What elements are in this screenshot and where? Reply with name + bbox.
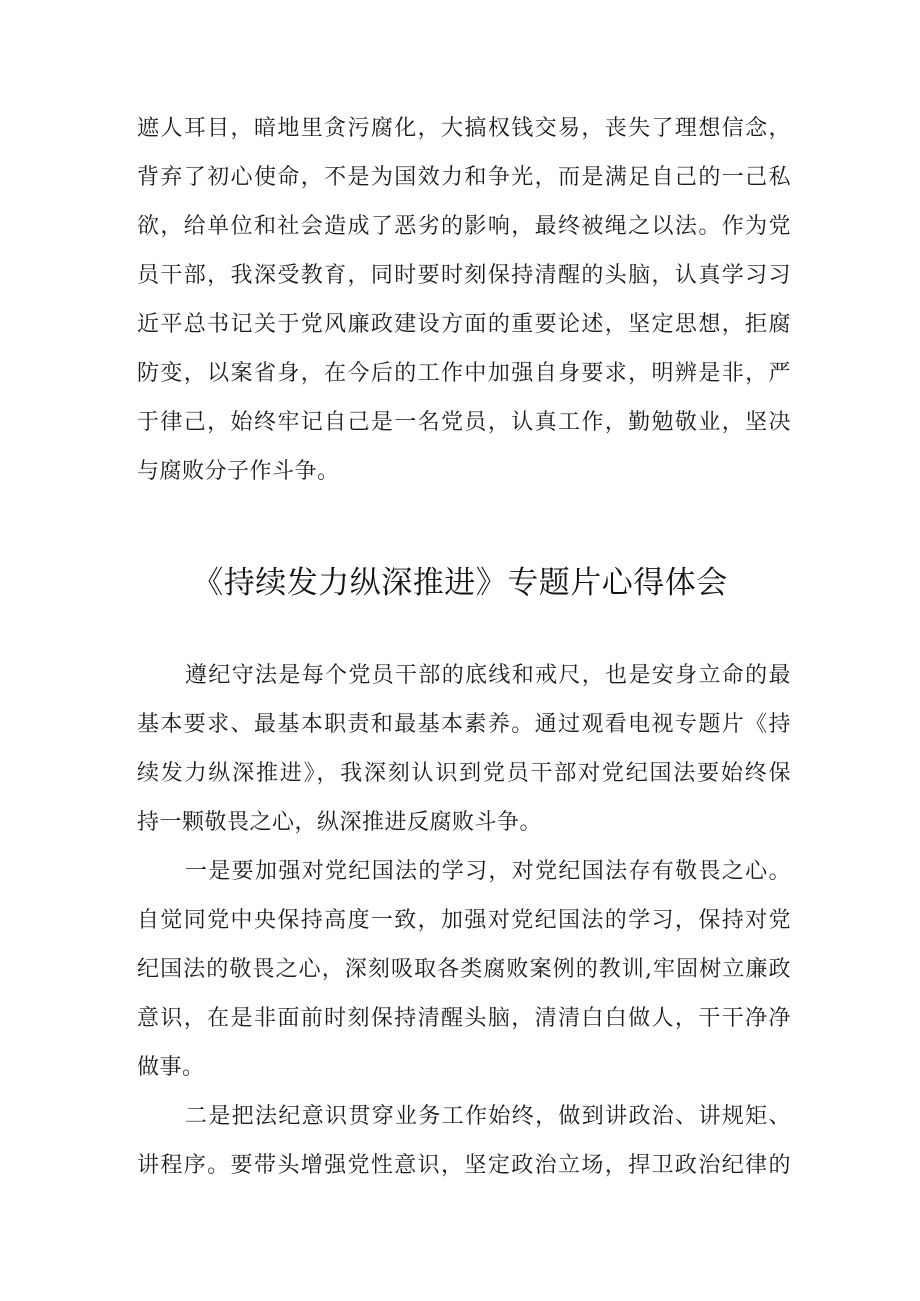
paragraph-line: 做事。 — [137, 1055, 205, 1080]
paragraph-line: 防变，以案省身，在今后的工作中加强自身要求，明辨是非，严 — [137, 361, 791, 386]
paragraph-line: 员干部，我深受教育，同时要时刻保持清醒的头脑，认真学习习 — [137, 263, 791, 288]
paragraph-line: 续发力纵深推进》，我深刻认识到党员干部对党纪国法要始终保 — [137, 761, 791, 786]
paragraph-line: 遮人耳目，暗地里贪污腐化，大搞权钱交易，丧失了理想信念， — [137, 116, 791, 141]
paragraph-line: 于律己，始终牢记自己是一名党员，认真工作，勤勉敬业，坚决 — [137, 410, 791, 435]
paragraph-line: 一是要加强对党纪国法的学习，对党纪国法存有敬畏之心。 — [185, 859, 791, 884]
paragraph-line: 背弃了初心使命，不是为国效力和争光，而是满足自己的一己私 — [137, 165, 791, 190]
paragraph-line: 讲程序。要带头增强党性意识，坚定政治立场，捍卫政治纪律的 — [137, 1153, 791, 1178]
paragraph-line: 欲，给单位和社会造成了恶劣的影响，最终被绳之以法。作为党 — [137, 214, 791, 239]
paragraph-line: 近平总书记关于党风廉政建设方面的重要论述，坚定思想，拒腐 — [137, 312, 791, 337]
paragraph-line: 意识，在是非面前时刻保持清醒头脑，清清白白做人，干干净净 — [137, 1006, 791, 1031]
paragraph-line: 基本要求、最基本职责和最基本素养。通过观看电视专题片《持 — [137, 712, 791, 737]
paragraph-line: 二是把法纪意识贯穿业务工作始终，做到讲政治、讲规矩、 — [185, 1104, 791, 1129]
paragraph-2 — [137, 847, 791, 1092]
paragraph-line: 持一颗敬畏之心，纵深推进反腐败斗争。 — [137, 810, 543, 835]
paragraph-line: 纪国法的敬畏之心，深刻吸取各类腐败案例的教训,牢固树立廉政 — [137, 957, 791, 982]
paragraph-line: 与腐败分子作斗争。 — [137, 459, 340, 484]
paragraph-line: 自觉同党中央保持高度一致，加强对党纪国法的学习，保持对党 — [137, 908, 791, 933]
body-paragraphs — [137, 651, 791, 1190]
paragraph-3 — [137, 1092, 791, 1190]
paragraph-1 — [137, 651, 791, 847]
paragraph-line: 遵纪守法是每个党员干部的底线和戒尺，也是安身立命的最 — [185, 663, 791, 688]
intro-paragraph — [137, 104, 791, 496]
section-title: 《持续发力纵深推进》专题片心得体会 — [192, 565, 728, 601]
